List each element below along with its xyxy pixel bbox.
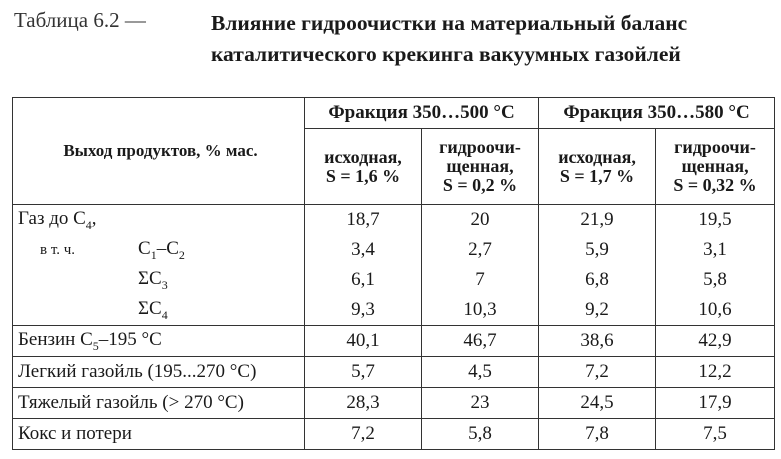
table-cell: 3,1	[656, 235, 775, 265]
table-title	[211, 8, 771, 70]
column-header-line: S = 0,32 %	[673, 175, 757, 195]
table-cell: 7,5	[656, 419, 775, 450]
row-label: в т. ч. $C_1-C_2$	[13, 235, 305, 265]
table-cell: 23	[422, 388, 539, 419]
column-header	[656, 129, 775, 205]
header-row-1	[13, 98, 775, 129]
row-label-header: Выход продуктов, % мас.	[13, 98, 305, 205]
row-label: $\Sigma C_4$	[13, 295, 305, 326]
table-cell: 7,2	[305, 419, 422, 450]
table-cell: 9,3	[305, 295, 422, 326]
column-header-line: S = 1,7 %	[559, 165, 635, 186]
table-cell: 19,5	[656, 205, 775, 236]
table-cell: 10,6	[656, 295, 775, 326]
table-row	[13, 205, 775, 236]
table-cell: 4,5	[422, 357, 539, 388]
column-header-line: S = 1,6 %	[325, 165, 401, 186]
row-label: Бензин $C_5-195$ °C	[13, 326, 305, 357]
table-cell: 7	[422, 265, 539, 295]
table-row	[13, 295, 775, 326]
table-cell: 12,2	[656, 357, 775, 388]
table-cell: 5,9	[539, 235, 656, 265]
table-row	[13, 235, 775, 265]
table-cell: 7,8	[539, 419, 656, 450]
table-cell: 21,9	[539, 205, 656, 236]
table-cell: 9,2	[539, 295, 656, 326]
table-cell: 5,8	[422, 419, 539, 450]
table-cell: 28,3	[305, 388, 422, 419]
table-cell: 38,6	[539, 326, 656, 357]
fraction-header-2: Фракция 350…580 °C	[539, 98, 775, 129]
data-table	[12, 97, 775, 450]
table-title-line-1: Влияние гидроочистки на материальный баланс	[211, 11, 688, 35]
table-cell: 18,7	[305, 205, 422, 236]
table-row	[13, 419, 775, 450]
table-row	[13, 388, 775, 419]
column-header	[422, 129, 539, 205]
column-header-line: гидроочи-	[439, 137, 521, 157]
column-header	[539, 129, 656, 205]
table-cell: 6,8	[539, 265, 656, 295]
fraction-header-1: Фракция 350…500 °C	[305, 98, 539, 129]
row-label: Кокс и потери	[13, 419, 305, 450]
column-header-line: гидроочи-	[674, 137, 756, 157]
table-row	[13, 265, 775, 295]
table-cell: 24,5	[539, 388, 656, 419]
row-label: Легкий газойль (195...270 °C)	[13, 357, 305, 388]
table-cell: 42,9	[656, 326, 775, 357]
table-title-line-2: каталитического крекинга вакуумных газойлей	[211, 42, 681, 66]
table-row	[13, 326, 775, 357]
table-cell: 7,2	[539, 357, 656, 388]
table-row	[13, 357, 775, 388]
table-cell: 20	[422, 205, 539, 236]
column-header-line: щенная,	[446, 156, 514, 176]
table-cell: 3,4	[305, 235, 422, 265]
column-header-line: S = 0,2 %	[442, 175, 518, 195]
table-cell: 40,1	[305, 326, 422, 357]
table-cell: 17,9	[656, 388, 775, 419]
column-header-line: исходная,	[324, 146, 402, 167]
table-cell: 10,3	[422, 295, 539, 326]
table-number: Таблица 6.2 —	[14, 8, 146, 32]
column-header	[305, 129, 422, 205]
table-cell: 6,1	[305, 265, 422, 295]
row-label: $\Sigma C_3$	[13, 265, 305, 295]
table-cell: 5,7	[305, 357, 422, 388]
row-label: Газ до $C_4$,	[13, 205, 305, 236]
column-header-line: исходная,	[558, 146, 636, 167]
table-caption	[14, 8, 774, 78]
row-label: Тяжелый газойль (> 270 °C)	[13, 388, 305, 419]
table-cell: 2,7	[422, 235, 539, 265]
table-cell: 5,8	[656, 265, 775, 295]
column-header-line: щенная,	[681, 156, 749, 176]
table-cell: 46,7	[422, 326, 539, 357]
